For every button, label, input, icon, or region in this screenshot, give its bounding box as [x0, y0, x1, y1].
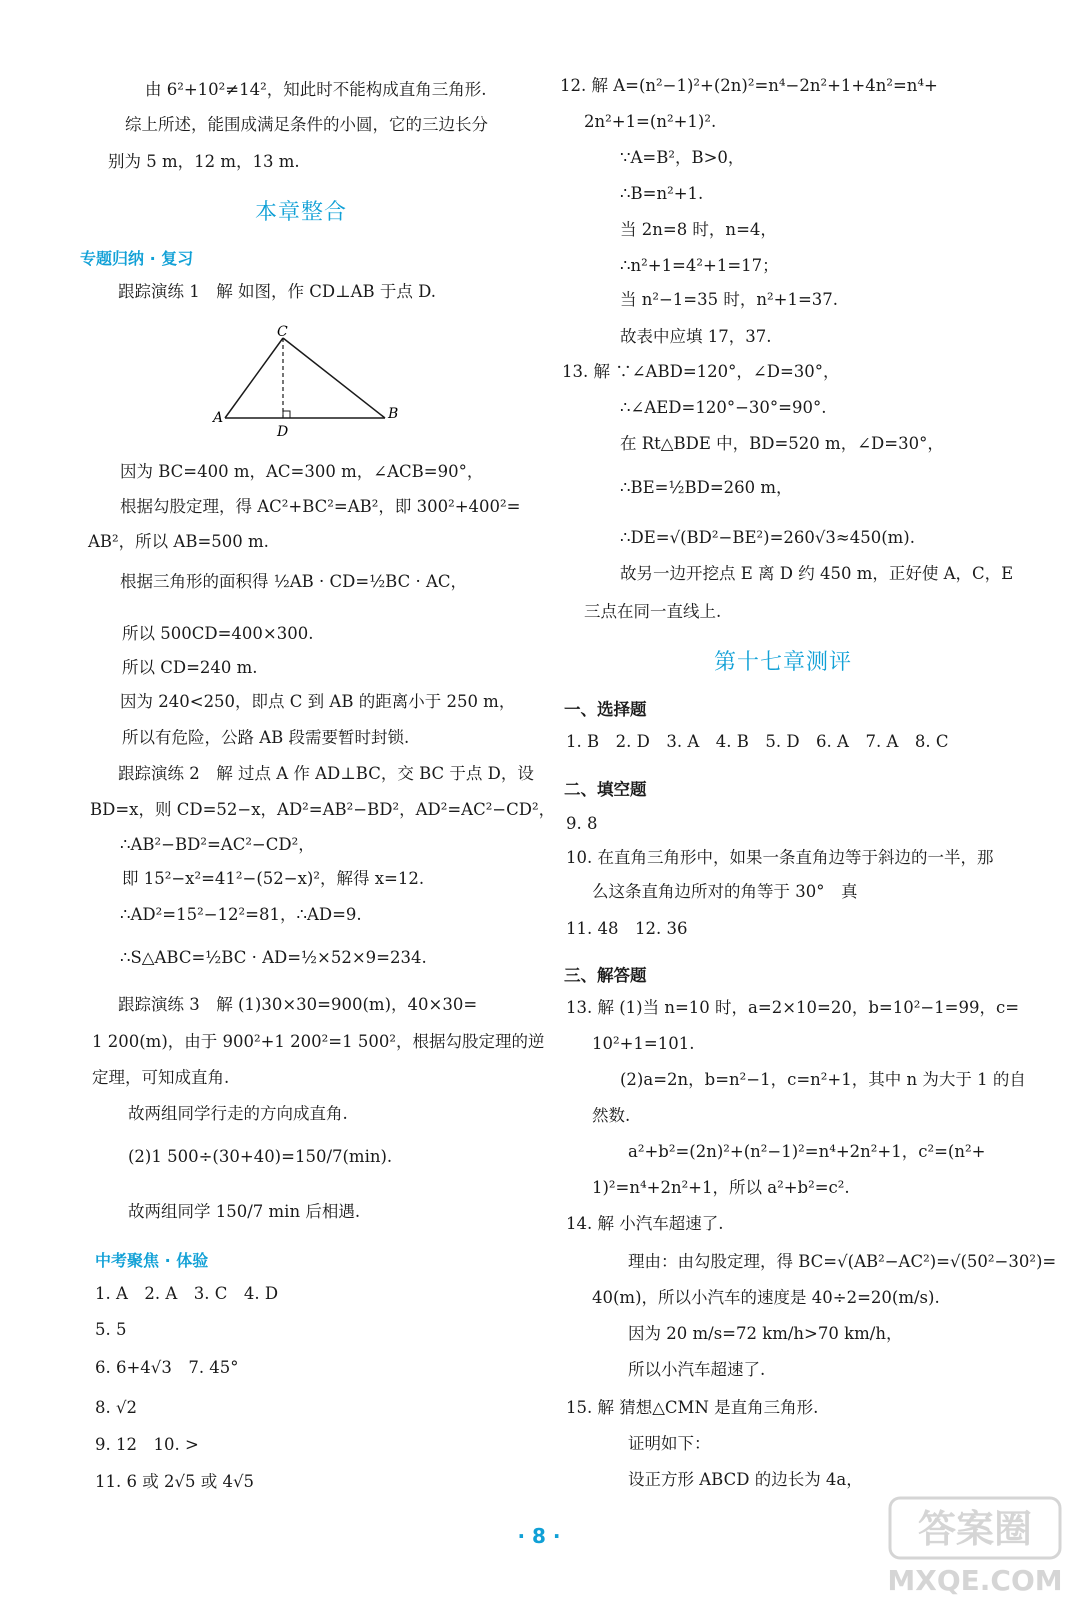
text-line: 因为 240<250，即点 C 到 AB 的距离小于 250 m，: [120, 692, 516, 711]
answer-line: 13. 解 (1)当 n=10 时，a=2×10=20，b=10²−1=99，c=: [566, 998, 1020, 1017]
section-heading: 专题归纳 · 复习: [80, 249, 194, 268]
text-line: 故表中应填 17，37.: [620, 327, 772, 346]
text-line: a²+b²=(2n)²+(n²−1)²=n⁴+2n²+1，c²=(n²+: [628, 1142, 986, 1161]
answer-line: 9. 8: [566, 814, 598, 833]
answer-line: 10. 在直角三角形中，如果一条直角边等于斜边的一半，那: [566, 848, 994, 867]
text-line: ∴DE=√(BD²−BE²)=260√3≈450(m).: [620, 528, 915, 547]
svg-text:答案圈: 答案圈: [917, 1507, 1033, 1551]
vertex-label-c: C: [277, 324, 288, 340]
section-heading: 一、选择题: [564, 700, 647, 719]
text-line: 故另一边开挖点 E 离 D 约 450 m，正好使 A，C，E: [620, 564, 1014, 583]
text-line: 10²+1=101.: [592, 1034, 695, 1053]
text-line: ∴∠AED=120°−30°=90°.: [620, 398, 827, 417]
answer-line: 12. 解 A=(n²−1)²+(2n)²=n⁴−2n²+1+4n²=n⁴+: [560, 76, 938, 95]
text-line: ∵A=B²，B>0，: [620, 148, 745, 167]
text-line: 根据三角形的面积得 ½AB · CD=½BC · AC，: [120, 572, 468, 591]
text-line: 2n²+1=(n²+1)².: [584, 112, 717, 131]
exercise-heading: 跟踪演练 3 解 (1)30×30=900(m)，40×30=: [118, 995, 478, 1014]
text-line: BD=x，则 CD=52−x，AD²=AB²−BD²，AD²=AC²−CD²，: [90, 800, 556, 819]
text-line: 1 200(m)，由于 900²+1 200²=1 500²，根据勾股定理的逆: [92, 1032, 545, 1051]
text-line: 别为 5 m，12 m，13 m.: [108, 152, 300, 171]
chapter-title: 第十七章测评: [714, 650, 853, 675]
text-line: ∴BE=½BD=260 m，: [620, 478, 793, 497]
text-line: 故两组同学行走的方向成直角.: [128, 1104, 348, 1123]
text-line: 么这条直角边所对的角等于 30° 真: [592, 882, 858, 901]
answer-line: 11. 48 12. 36: [566, 919, 688, 938]
text-line: (2)1 500÷(30+40)=150/7(min).: [128, 1147, 393, 1166]
answer-line: 15. 解 猜想△CMN 是直角三角形.: [566, 1398, 819, 1417]
answer-line: 5. 5: [95, 1320, 127, 1339]
text-line: 1)²=n⁴+2n²+1，所以 a²+b²=c².: [592, 1178, 850, 1197]
section-heading: 三、解答题: [564, 966, 647, 985]
answer-line: 1. A 2. A 3. C 4. D: [95, 1284, 279, 1303]
text-line: 所以 CD=240 m.: [122, 658, 258, 677]
text-line: 证明如下：: [628, 1434, 711, 1453]
text-line: 当 2n=8 时，n=4，: [620, 220, 777, 239]
text-line: 即 15²−x²=41²−(52−x)²，解得 x=12.: [122, 869, 425, 888]
triangle-figure: [205, 318, 405, 438]
vertex-label-d: D: [277, 424, 289, 438]
answer-line: 11. 6 或 2√5 或 4√5: [95, 1472, 254, 1491]
text-line: 所以有危险，公路 AB 段需要暂时封锁.: [122, 728, 410, 747]
text-line: (2)a=2n，b=n²−1，c=n²+1，其中 n 为大于 1 的自: [620, 1070, 1026, 1089]
svg-text:MXQE.COM: MXQE.COM: [887, 1564, 1063, 1597]
text-line: 综上所述，能围成满足条件的小圆，它的三边长分: [125, 115, 488, 134]
watermark-logo: [880, 1490, 1070, 1600]
vertex-label-b: B: [388, 406, 399, 422]
text-line: 当 n²−1=35 时，n²+1=37.: [620, 290, 839, 309]
text-line: 定理，可知成直角.: [92, 1068, 230, 1087]
text-line: ∴B=n²+1.: [620, 184, 704, 203]
text-line: ∴AD²=15²−12²=81，∴AD=9.: [120, 905, 362, 924]
text-line: 故两组同学 150/7 min 后相遇.: [128, 1202, 361, 1221]
section-heading: 二、填空题: [564, 780, 647, 799]
text-line: ∴n²+1=4²+1=17；: [620, 256, 779, 275]
text-line: 因为 BC=400 m，AC=300 m，∠ACB=90°，: [120, 462, 484, 481]
text-line: 40(m)，所以小汽车的速度是 40÷2=20(m/s).: [592, 1288, 940, 1307]
text-line: 由 6²+10²≠14²，知此时不能构成直角三角形.: [145, 80, 487, 99]
text-line: ∴AB²−BD²=AC²−CD²，: [120, 835, 315, 854]
text-line: 根据勾股定理，得 AC²+BC²=AB²，即 300²+400²=: [120, 497, 521, 516]
section-heading: 中考聚焦 · 体验: [95, 1251, 209, 1270]
page-number: · 8 ·: [517, 1524, 561, 1548]
answer-line: 1. B 2. D 3. A 4. B 5. D 6. A 7. A 8. C: [566, 732, 949, 751]
text-line: 因为 20 m/s=72 km/h>70 km/h，: [628, 1324, 903, 1343]
text-line: ∴S△ABC=½BC · AD=½×52×9=234.: [120, 948, 427, 967]
text-line: 三点在同一直线上.: [584, 602, 722, 621]
exercise-heading: 跟踪演练 2 解 过点 A 作 AD⊥BC，交 BC 于点 D，设: [118, 764, 534, 783]
answer-line: 14. 解 小汽车超速了.: [566, 1214, 724, 1233]
text-line: 设正方形 ABCD 的边长为 4a，: [628, 1470, 863, 1489]
vertex-label-a: A: [213, 410, 224, 426]
answer-line: 6. 6+4√3 7. 45°: [95, 1358, 239, 1377]
answer-line: 13. 解 ∵∠ABD=120°，∠D=30°，: [562, 362, 840, 381]
text-line: 所以小汽车超速了.: [628, 1360, 766, 1379]
answer-line: 9. 12 10. >: [95, 1435, 199, 1454]
text-line: 所以 500CD=400×300.: [122, 624, 314, 643]
text-line: 在 Rt△BDE 中，BD=520 m，∠D=30°，: [620, 434, 944, 453]
text-line: 理由：由勾股定理，得 BC=√(AB²−AC²)=√(50²−30²)=: [628, 1252, 1057, 1271]
chapter-title: 本章整合: [255, 200, 348, 225]
answer-line: 8. √2: [95, 1398, 137, 1417]
exercise-heading: 跟踪演练 1 解 如图，作 CD⊥AB 于点 D.: [118, 282, 437, 301]
text-line: 然数.: [592, 1106, 631, 1125]
text-line: AB²，所以 AB=500 m.: [88, 532, 269, 551]
